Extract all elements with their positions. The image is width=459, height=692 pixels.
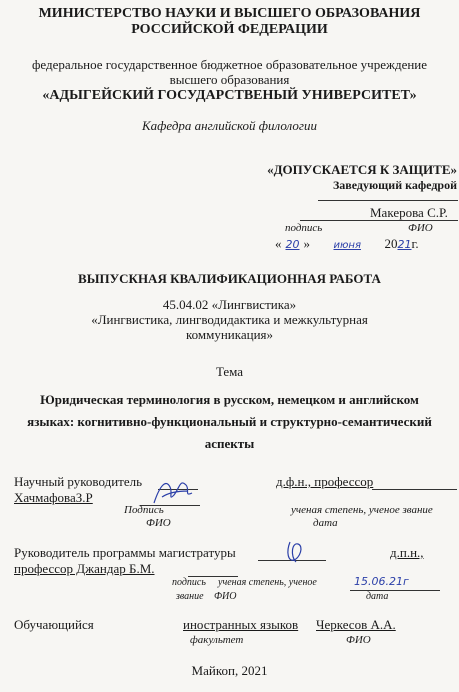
ministry-title-line2: РОССИЙСКОЙ ФЕДЕРАЦИИ bbox=[131, 22, 328, 37]
date-close-quote: » bbox=[303, 236, 310, 251]
supervisor-name: ХачмафоваЗ.Р bbox=[14, 490, 93, 505]
institution-type-line1: федеральное государственное бюджетное образовательное учреждение bbox=[31, 57, 428, 72]
date-year-prefix: 20 bbox=[384, 236, 398, 251]
supervisor-degree: д.ф.н., профессор bbox=[276, 474, 374, 489]
approval-date bbox=[275, 236, 419, 252]
topic-line3: аспекты bbox=[204, 436, 255, 451]
date-open-quote: « bbox=[275, 236, 282, 251]
thesis-profile-line1: «Лингвистика, лингводидактика и межкультурная bbox=[91, 312, 368, 327]
program-head-date-line bbox=[350, 590, 440, 591]
supervisor-caption-name: ФИО bbox=[146, 517, 171, 529]
date-day-handwritten: 20 bbox=[285, 238, 300, 251]
program-head-label: Руководитель программы магистратуры bbox=[14, 545, 236, 560]
approval-head-name: Макерова С.Р. bbox=[370, 205, 448, 220]
thesis-code: 45.04.02 «Лингвистика» bbox=[162, 297, 297, 312]
supervisor-caption-signature: Подпись bbox=[124, 504, 164, 516]
place-year: Майкоп, 2021 bbox=[191, 663, 268, 678]
date-month-handwritten: июня bbox=[333, 240, 361, 251]
program-head-degree: д.п.н., bbox=[390, 545, 424, 560]
supervisor-degree-line bbox=[372, 489, 457, 490]
student-caption-faculty: факультет bbox=[190, 634, 244, 646]
thesis-type: ВЫПУСКНАЯ КВАЛИФИКАЦИОННАЯ РАБОТА bbox=[78, 271, 381, 286]
supervisor-label: Научный руководитель bbox=[14, 474, 143, 489]
program-head-signature-mark bbox=[282, 538, 312, 566]
topic-line1: Юридическая терминология в русском, немецком и английском bbox=[40, 392, 419, 407]
institution-type-line2: высшего образования bbox=[169, 72, 290, 87]
program-head-date-handwritten: 15.06.21г bbox=[354, 575, 409, 588]
head-signature-line bbox=[318, 200, 458, 201]
topic-label: Тема bbox=[215, 364, 244, 379]
student-label: Обучающийся bbox=[14, 617, 94, 632]
student-name: Черкесов А.А. bbox=[316, 617, 396, 632]
head-name-underline bbox=[300, 220, 458, 221]
program-head-caption-name: ФИО bbox=[214, 591, 237, 602]
program-head-name: профессор Джандар Б.М. bbox=[14, 561, 155, 576]
date-year-suffix: г. bbox=[411, 236, 419, 251]
program-head-caption-signature: подпись bbox=[172, 577, 206, 588]
department-name: Кафедра английской филологии bbox=[142, 118, 317, 133]
supervisor-caption-date: дата bbox=[313, 517, 338, 529]
ministry-title-line1: МИНИСТЕРСТВО НАУКИ И ВЫСШЕГО ОБРАЗОВАНИЯ bbox=[38, 6, 421, 21]
student-caption-name: ФИО bbox=[346, 634, 371, 646]
student-faculty: иностранных языков bbox=[183, 617, 299, 632]
university-name: «АДЫГЕЙСКИЙ ГОСУДАРСТВЕНЫЙ УНИВЕРСИТЕТ» bbox=[42, 88, 417, 103]
program-head-caption-title: звание bbox=[176, 591, 204, 602]
approval-signature-caption: подпись bbox=[285, 222, 323, 234]
program-head-caption-degree: ученая степень, ученое bbox=[218, 577, 317, 588]
thesis-profile-line2: коммуникация» bbox=[185, 327, 274, 342]
supervisor-caption-degree: ученая степень, ученое звание bbox=[291, 504, 433, 516]
approval-head-label: Заведующий кафедрой bbox=[332, 178, 457, 192]
approval-name-caption: ФИО bbox=[408, 222, 433, 234]
date-year-handwritten: 21 bbox=[397, 238, 412, 251]
program-head-caption-date: дата bbox=[366, 591, 389, 602]
approval-title: «ДОПУСКАЕТСЯ К ЗАЩИТЕ» bbox=[267, 162, 457, 177]
topic-line2: языках: когнитивно-функциональный и структурно-семантический bbox=[27, 414, 432, 429]
